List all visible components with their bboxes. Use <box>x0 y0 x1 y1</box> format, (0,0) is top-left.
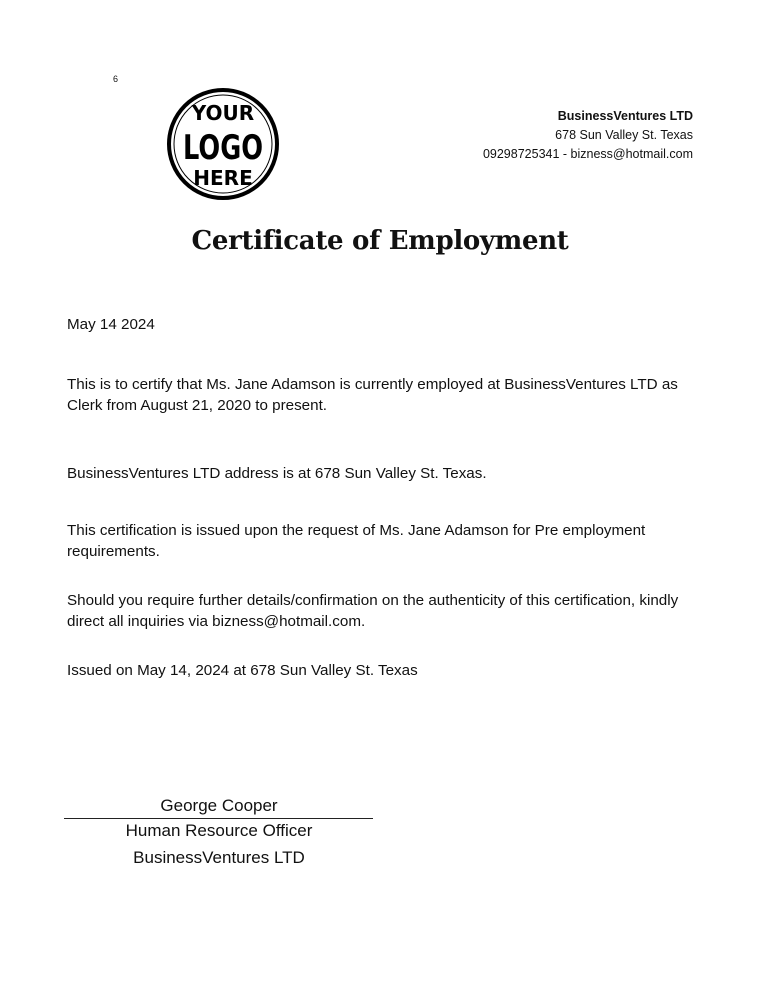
company-logo <box>166 87 280 201</box>
certify-paragraph: This is to certify that Ms. Jane Adamson is currently employed at BusinessVentures LTD as Clerk from August 21, 2020 to present. <box>67 376 678 414</box>
issued-paragraph: Issued on May 14, 2024 at 678 Sun Valley St. Texas <box>67 662 418 679</box>
company-name: BusinessVentures LTD <box>557 109 693 123</box>
request-paragraph: This certification is issued upon the request of Ms. Jane Adamson for Pre employment requirements. <box>67 522 646 560</box>
svg-text:LOGO: LOGO <box>183 128 263 168</box>
signature-line <box>64 818 373 819</box>
logo-icon <box>166 87 280 201</box>
document-title: Certificate of Employment <box>191 226 569 256</box>
svg-text:YOUR: YOUR <box>191 101 255 125</box>
company-info <box>483 107 693 164</box>
page-number: 6 <box>113 74 119 84</box>
company-address: 678 Sun Valley St. Texas <box>555 128 693 142</box>
signatory-title: Human Resource Officer <box>125 821 313 840</box>
signatory-name: George Cooper <box>160 796 278 815</box>
company-contact: 09298725341 - bizness@hotmail.com <box>482 147 693 161</box>
issue-date: May 14 2024 <box>67 316 155 333</box>
signatory-company: BusinessVentures LTD <box>133 848 305 867</box>
address-paragraph: BusinessVentures LTD address is at 678 Sun Valley St. Texas. <box>67 465 487 482</box>
inquiries-paragraph: Should you require further details/confirmation on the authenticity of this certification, kindly direct all inquiries via bizness@hotmail.com. <box>67 592 679 630</box>
svg-text:HERE: HERE <box>193 166 253 190</box>
